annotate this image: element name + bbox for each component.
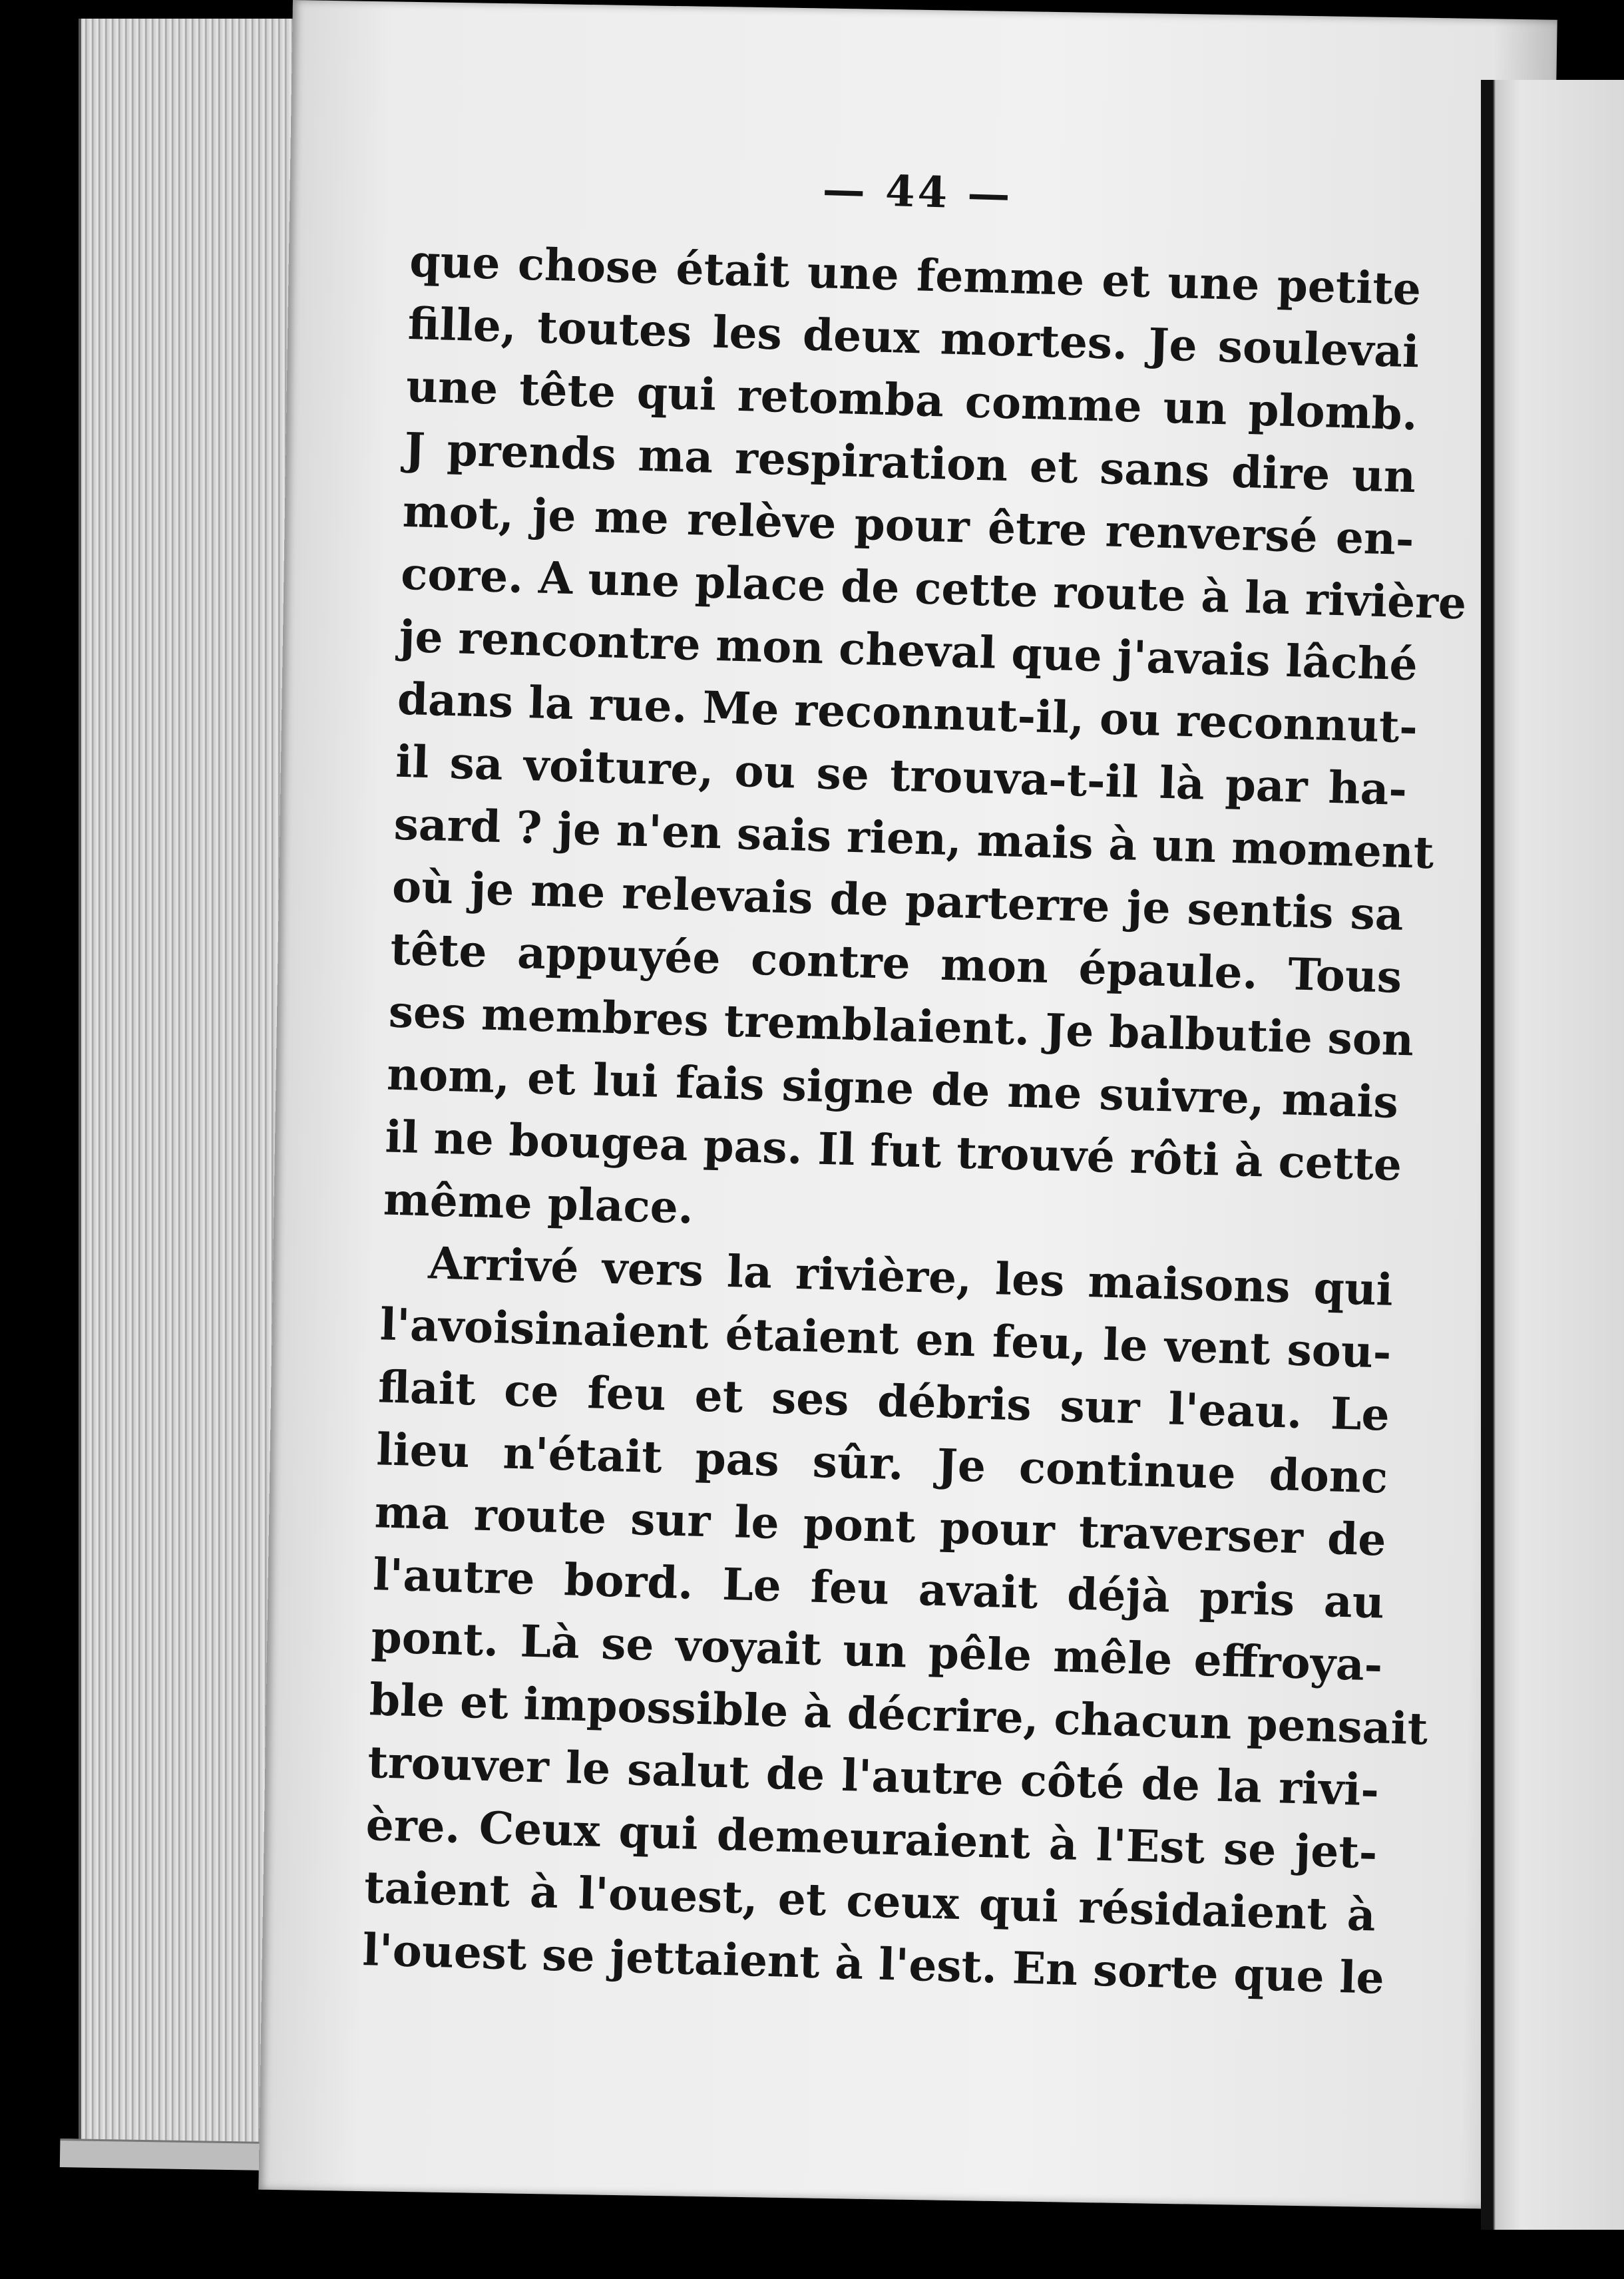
- text-line: J prends ma respiration et sans dire un: [403, 422, 1417, 503]
- facing-page-edge: [1481, 80, 1624, 2230]
- text-line: lieu n'était pas sûr. Je continue donc: [375, 1423, 1389, 1504]
- text-line: même place.: [383, 1173, 694, 1234]
- text-line: ble et impossible à décrire, chacun pensait: [369, 1673, 1429, 1755]
- text-line: nom, et lui fais signe de me suivre, mais: [386, 1048, 1399, 1128]
- text-line: que chose était une femme et une petite: [409, 234, 1422, 315]
- text-line: où je me relevais de parterre je sentis sa: [391, 860, 1404, 940]
- text-line: l'autre bord. Le feu avait déjà pris au: [372, 1548, 1385, 1629]
- text-line: je rencontre mon cheval que j'avais lâché: [398, 610, 1418, 691]
- text-line: tête appuyée contre mon épaule. Tous: [389, 923, 1403, 1003]
- text-line: dans la rue. Me reconnut-il, ou reconnut-: [397, 672, 1418, 753]
- page-number: — 44 —: [821, 164, 1014, 220]
- text-line: core. A une place de cette route à la rivière: [400, 547, 1468, 630]
- text-line: ère. Ceux qui demeuraient à l'Est se jet-: [365, 1798, 1378, 1879]
- text-line: flait ce feu et ses débris sur l'eau. Le: [377, 1360, 1390, 1441]
- text-line: ses membres tremblaient. Je balbutie son: [387, 985, 1415, 1066]
- text-line: l'ouest se jettaient à l'est. En sorte que le: [361, 1923, 1385, 2004]
- text-line: fille, toutes les deux mortes. Je soulevai: [407, 297, 1420, 378]
- text-line: mot, je me relève pour être renversé en-: [401, 485, 1415, 566]
- page-text-block: [361, 153, 1468, 2009]
- text-line: pont. Là se voyait un pêle mêle effroya-: [370, 1611, 1384, 1691]
- text-line: une tête qui retomba comme un plomb.: [405, 359, 1418, 441]
- text-line: taient à l'ouest, et ceux qui résidaient à: [363, 1860, 1376, 1942]
- text-line: il sa voiture, ou se trouva-t-il là par ha-: [395, 735, 1408, 816]
- text-line: sard ? je n'en sais rien, mais à un moment: [393, 797, 1435, 879]
- text-line: ma route sur le pont pour traverser de: [373, 1486, 1387, 1566]
- text-line: trouver le salut de l'autre côté de la rivi-: [367, 1736, 1380, 1816]
- text-line: il ne bougea pas. Il fut trouvé rôti à cette: [384, 1110, 1402, 1191]
- text-line: l'avoisinaient étaient en feu, le vent sou-: [379, 1298, 1392, 1378]
- text-line: Arrivé vers la rivière, les maisons qui: [427, 1237, 1394, 1316]
